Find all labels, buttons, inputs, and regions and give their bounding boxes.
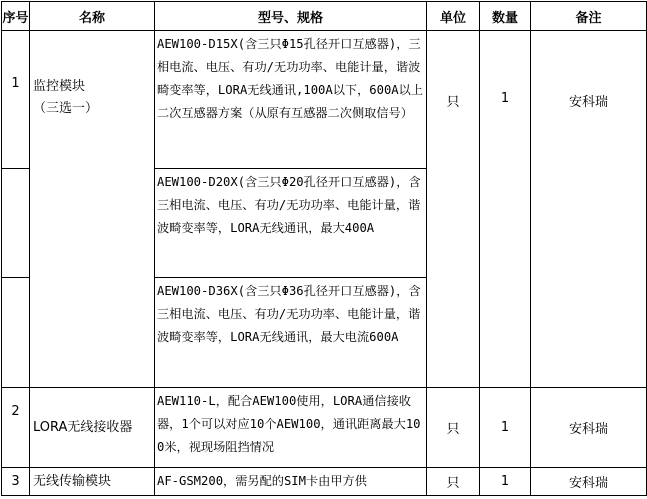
row-name: 无线传输模块: [30, 468, 155, 496]
row-index: 2: [2, 388, 30, 468]
row-index: [2, 169, 30, 278]
row-model-spec: AEW100-D15X(含三只Φ15孔径开口互感器)，三相电流、电压、有功/无功功率、电能计量，谐波畸变率等，LORA无线通讯,100A以下，600A以上二次互感器方案（从原有互感器二次侧取信号）: [155, 31, 427, 169]
row-note: 安科瑞: [531, 31, 647, 388]
row-note: 安科瑞: [531, 388, 647, 468]
row-name: LORA无线接收器: [30, 388, 155, 468]
header-index: 序号: [2, 2, 30, 31]
row-note: 安科瑞: [531, 468, 647, 496]
row-model-spec: AEW110-L，配合AEW100使用，LORA通信接收器，1个可以对应10个AEW100，通讯距离最大100米，视现场阻挡情况: [155, 388, 427, 468]
row-name-line: （三选一）: [33, 101, 99, 116]
row-quantity: 1: [480, 388, 531, 468]
row-unit: 只: [427, 468, 480, 496]
header-quantity: 数量: [480, 2, 531, 31]
header-name: 名称: [30, 2, 155, 31]
equipment-spec-table: [1, 1, 647, 496]
row-index: 1: [2, 31, 30, 169]
row-model-spec: AEW100-D36X(含三只Φ36孔径开口互感器)，含三相电流、电压、有功/无功功率、电能计量，谐波畸变率等，LORA无线通讯，最大电流600A: [155, 278, 427, 388]
row-name-line: 监控模块: [33, 79, 86, 94]
table-row: [2, 468, 647, 496]
row-model-spec: AF-GSM200，需另配的SIM卡由甲方供: [155, 468, 427, 496]
row-index: 3: [2, 468, 30, 496]
table-row: [2, 388, 647, 468]
row-index: [2, 278, 30, 388]
header-note: 备注: [531, 2, 647, 31]
header-model: 型号、规格: [155, 2, 427, 31]
row-model-spec: AEW100-D20X(含三只Φ20孔径开口互感器)，含三相电流、电压、有功/无功功率、电能计量，谐波畸变率等，LORA无线通讯，最大400A: [155, 169, 427, 278]
table-row: [2, 31, 647, 169]
header-row: [2, 2, 647, 31]
header-unit: 单位: [427, 2, 480, 31]
row-quantity: 1: [480, 468, 531, 496]
row-quantity: 1: [480, 31, 531, 388]
row-name: [30, 31, 155, 388]
row-unit: 只: [427, 31, 480, 388]
row-unit: 只: [427, 388, 480, 468]
